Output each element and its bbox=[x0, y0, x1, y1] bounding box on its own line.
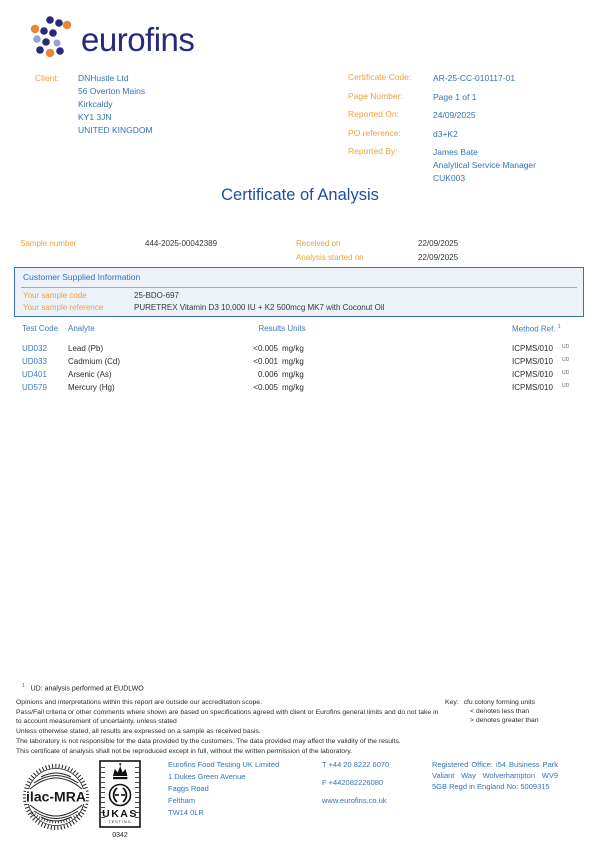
analyte: Cadmium (Cd) bbox=[68, 357, 121, 366]
col-header-analyte: Analyte bbox=[68, 324, 95, 333]
page-number-value: Page 1 of 1 bbox=[433, 91, 477, 102]
footer-contact-block bbox=[322, 759, 389, 813]
analysis-started-label: Analysis started on bbox=[296, 253, 364, 262]
sample-reference-value: PURETREX Vitamin D3 10,000 IU + K2 500mcg MK7 with Coconut Oil bbox=[134, 303, 385, 312]
key-greater-than: > denotes greater than bbox=[470, 716, 539, 724]
sample-number-label: Sample number bbox=[20, 239, 77, 248]
result-unit: mg/kg bbox=[282, 357, 304, 366]
reported-by-name: James Bate bbox=[433, 147, 478, 157]
footer-address-line: Faggs Road bbox=[168, 784, 209, 793]
client-label: Client: bbox=[35, 73, 60, 83]
sample-number-value: 444-2025-00042389 bbox=[145, 239, 218, 248]
sample-code-label: Your sample code bbox=[23, 291, 87, 300]
ukas-label: UKAS bbox=[102, 808, 138, 820]
result-unit: mg/kg bbox=[282, 383, 304, 392]
footnote-marker: 1 bbox=[22, 683, 25, 689]
disclaimer-line: This certificate of analysis shall not be reproduced except in full, without the written permission of the laboratory. bbox=[16, 747, 353, 755]
client-address-line: UNITED KINGDOM bbox=[78, 125, 153, 135]
method-note: UD bbox=[562, 344, 570, 350]
disclaimer-line: Unless otherwise stated, all results are expressed on a sample as received basis. bbox=[16, 727, 261, 735]
eurofins-dots-icon bbox=[28, 14, 74, 65]
page-title: Certificate of Analysis bbox=[221, 186, 379, 204]
reported-by-role: Analytical Service Manager bbox=[433, 160, 536, 170]
result-value: <0.001 bbox=[253, 357, 278, 366]
divider bbox=[21, 287, 577, 288]
footer-address-line: 1 Dukes Green Avenue bbox=[168, 772, 246, 781]
sample-code-value: 25-BDO-697 bbox=[134, 291, 179, 300]
footer-phone: T +44 20 8222 6070 bbox=[322, 760, 390, 769]
disclaimer-line: Opinions and interpretations within this report are outside our accreditation scope. bbox=[16, 699, 262, 706]
key-cfu: cfu colony forming units bbox=[463, 699, 536, 706]
sample-reference-label: Your sample reference bbox=[23, 303, 104, 312]
result-value: <0.005 bbox=[253, 383, 278, 392]
client-block bbox=[35, 72, 153, 137]
test-code: UD033 bbox=[22, 357, 47, 366]
method-ref: ICPMS/010 bbox=[512, 357, 553, 366]
method-ref: ICPMS/010 bbox=[512, 383, 553, 392]
footer-registered-office: Registered Office: i54 Business Park Valiant Way Wolverhampton WV9 5GB Regd in England No: 5009315 bbox=[432, 760, 558, 791]
reported-by-label: Reported By: bbox=[348, 146, 398, 156]
test-code: UD579 bbox=[22, 383, 47, 392]
received-on-label: Received on bbox=[296, 239, 341, 248]
footer-fax: F +442082226080 bbox=[322, 778, 384, 787]
ukas-sub-label: TESTING bbox=[108, 820, 132, 824]
test-code: UD032 bbox=[22, 344, 47, 353]
crown-icon bbox=[113, 763, 127, 779]
key-label: Key: bbox=[445, 699, 459, 706]
po-reference-label: PO reference: bbox=[348, 127, 401, 138]
received-on-value: 22/09/2025 bbox=[418, 239, 459, 248]
ud-footnote: $^1$ UD: analysis performed at EUDLWO bbox=[22, 683, 144, 693]
footer-address-line: Feltham bbox=[168, 796, 196, 805]
result-unit: mg/kg bbox=[282, 370, 304, 379]
ukas-testing-logo bbox=[96, 759, 144, 836]
key-less-than: < denotes less than bbox=[470, 707, 530, 715]
col-header-results-units: Results Units bbox=[258, 324, 306, 333]
result-value: 0.006 bbox=[257, 370, 278, 379]
col-header-test-code: Test Code bbox=[22, 324, 59, 333]
footer-company-address bbox=[168, 759, 279, 819]
eurofins-logo bbox=[28, 14, 194, 65]
method-note: UD bbox=[562, 357, 570, 363]
reported-by-code: CUK003 bbox=[433, 173, 466, 183]
method-ref: ICPMS/010 bbox=[512, 344, 553, 353]
result-value: <0.005 bbox=[253, 344, 278, 353]
reported-on-label: Reported On: bbox=[348, 109, 400, 119]
client-address-line: 56 Overton Mains bbox=[78, 86, 146, 96]
footer-website: www.eurofins.co.uk bbox=[322, 796, 387, 805]
analyte: Arsenic (As) bbox=[68, 370, 112, 379]
ilac-mra-seal-icon bbox=[20, 763, 92, 838]
method-note: UD bbox=[562, 383, 570, 389]
method-ref-footnote-marker: 1 bbox=[557, 324, 561, 330]
footer-company-name: Eurofins Food Testing UK Limited bbox=[168, 760, 280, 769]
analyte: Mercury (Hg) bbox=[68, 383, 115, 392]
customer-supplied-info-box bbox=[14, 267, 584, 317]
certificate-code-label: Certificate Code: bbox=[348, 72, 412, 82]
certificate-code-value: AR-25-CC-010117-01 bbox=[433, 73, 516, 83]
disclaimer-line: The laboratory is not responsible for the data provided by the customers. The data provided may affect the validity of the results. bbox=[16, 737, 401, 745]
ilac-mra-label: ilac-MRA bbox=[26, 788, 86, 805]
method-ref: ICPMS/010 bbox=[512, 370, 553, 379]
analysis-started-value: 22/09/2025 bbox=[418, 253, 459, 262]
footer-address-line: TW14 0LR bbox=[168, 808, 204, 817]
method-note: UD bbox=[562, 370, 570, 376]
disclaimer-line: Pass/Fail criteria or other comments where shown are based on specifications agreed with client or Eurofins general limits and do not take in to account measurement of uncertainty, unless stated bbox=[16, 709, 439, 725]
customer-info-title: Customer Supplied Information bbox=[23, 272, 141, 282]
reported-on-value: 24/09/2025 bbox=[433, 110, 476, 120]
page-number-label: Page Number: bbox=[348, 90, 403, 101]
disclaimer-block bbox=[16, 699, 442, 758]
ukas-accreditation-number: 0342 bbox=[112, 832, 128, 839]
client-name: DNHustle Ltd bbox=[78, 73, 129, 83]
test-code: UD401 bbox=[22, 370, 47, 379]
result-unit: mg/kg bbox=[282, 344, 304, 353]
client-address-line: Kirkcaldy bbox=[78, 99, 113, 109]
eurofins-wordmark: eurofins bbox=[81, 21, 195, 58]
client-address-line: KY1 3JN bbox=[78, 112, 112, 122]
certificate-meta-block bbox=[348, 72, 536, 191]
po-reference-value: d3+K2 bbox=[433, 128, 458, 139]
analyte: Lead (Pb) bbox=[68, 344, 104, 353]
key-block bbox=[445, 699, 539, 725]
col-header-method-ref: Method Ref. $^1$ bbox=[512, 324, 561, 334]
